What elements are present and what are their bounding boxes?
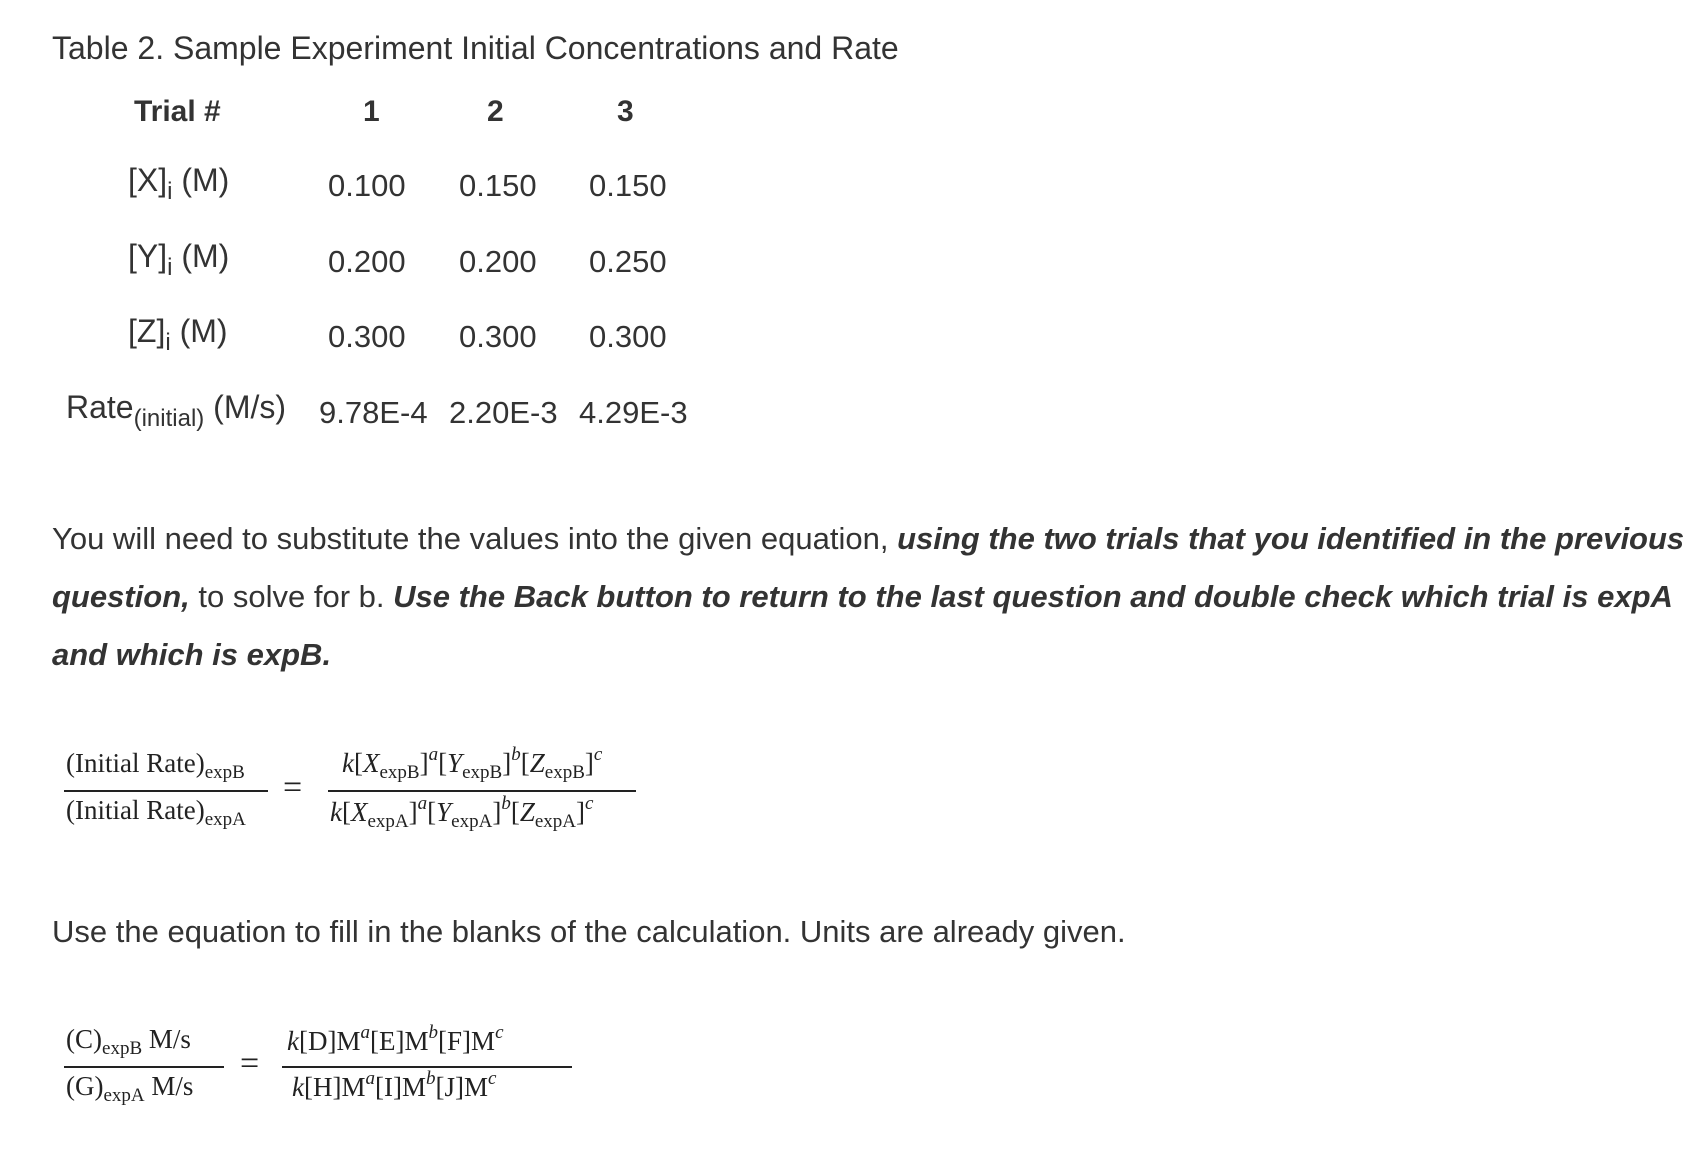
cell-y-3: 0.250	[589, 244, 667, 279]
cell-rate-3: 4.29E-3	[579, 395, 688, 430]
table-caption: Table 2. Sample Experiment Initial Concentrations and Rate	[52, 30, 899, 66]
blank-h[interactable]: H	[312, 1072, 333, 1102]
row-label-main: [Z]	[128, 313, 166, 349]
lhs-numerator: (Initial $Rate)_{expB}$	[66, 748, 245, 783]
row-label-unit: (M/s)	[204, 389, 287, 425]
blank-i[interactable]: I	[384, 1072, 393, 1102]
rhs-denominator: $k[X_{expA}]^a[Y_{expA}]^b[Z_{expA}]^c$	[330, 793, 594, 832]
row-y-label	[128, 238, 230, 281]
cell-rate-1: 9.78E-4	[319, 395, 428, 430]
row-label-sub: i	[167, 254, 173, 281]
cell-z-1: 0.300	[328, 319, 406, 354]
trial-2-header: 2	[487, 95, 504, 128]
blank-j[interactable]: J	[444, 1072, 456, 1102]
blank-d[interactable]: D	[307, 1026, 328, 1056]
blank-g[interactable]: G	[75, 1071, 95, 1101]
trial-3-header: 3	[617, 95, 634, 128]
trial-header: Trial #	[134, 95, 221, 128]
cell-y-1: 0.200	[328, 244, 406, 279]
cell-rate-2: 2.20E-3	[449, 395, 558, 430]
cell-y-2: 0.200	[459, 244, 537, 279]
instructions-paragraph	[52, 510, 1702, 684]
equals-sign: =	[240, 1045, 260, 1082]
instructions-emphasis: using the two trials that you identified in the previous question,	[52, 521, 1685, 614]
row-label-unit: (M)	[170, 313, 228, 349]
cell-x-1: 0.100	[328, 168, 406, 203]
blank-e[interactable]: E	[379, 1026, 396, 1056]
row-label-sub: (initial)	[133, 405, 205, 432]
cell-z-2: 0.300	[459, 319, 537, 354]
row-label-sub: i	[167, 178, 173, 205]
lhs-denominator: $(G)_{expA}$ M/s	[66, 1071, 194, 1106]
instructions-text: to solve for b.	[189, 579, 394, 614]
lhs-numerator: $(C)_{expB}$ M/s	[66, 1024, 191, 1059]
cell-x-3: 0.150	[589, 168, 667, 203]
row-x-label	[128, 162, 230, 205]
trial-1-header: 1	[363, 95, 380, 128]
instructions-emphasis: Use the Back button to return to the last question and double check which trial is expA and which is expB.	[52, 579, 1672, 672]
lhs-fraction-bar	[64, 1066, 224, 1068]
lhs-fraction-bar	[64, 790, 268, 792]
row-label-unit: (M)	[172, 162, 230, 198]
rhs-numerator: $k[D]M^a[E]M^b[F]M^c$	[287, 1022, 504, 1056]
fill-instruction: Use the equation to fill in the blanks of the calculation. Units are already given.	[52, 914, 1126, 949]
row-label-sub: i	[165, 329, 171, 356]
row-label-main: Rate	[66, 389, 134, 425]
rhs-fraction-bar	[328, 790, 636, 792]
instructions-text: You will need to substitute the values into the given equation,	[52, 521, 898, 556]
row-rate-label	[66, 389, 287, 432]
row-label-unit: (M)	[172, 238, 230, 274]
row-label-main: [Y]	[128, 238, 168, 274]
row-label-main: [X]	[128, 162, 168, 198]
blank-f[interactable]: F	[447, 1026, 463, 1056]
blank-c[interactable]: C	[75, 1024, 94, 1054]
rhs-denominator: $k[H]M^a[I]M^b[J]M^c$	[292, 1068, 497, 1102]
rhs-numerator: $k[X_{expB}]^a[Y_{expB}]^b[Z_{expB}]^c$	[342, 744, 603, 783]
lhs-denominator: (Initial $Rate)_{expA}$	[66, 795, 246, 830]
row-z-label	[128, 313, 228, 356]
cell-x-2: 0.150	[459, 168, 537, 203]
equals-sign: =	[283, 769, 303, 806]
cell-z-3: 0.300	[589, 319, 667, 354]
